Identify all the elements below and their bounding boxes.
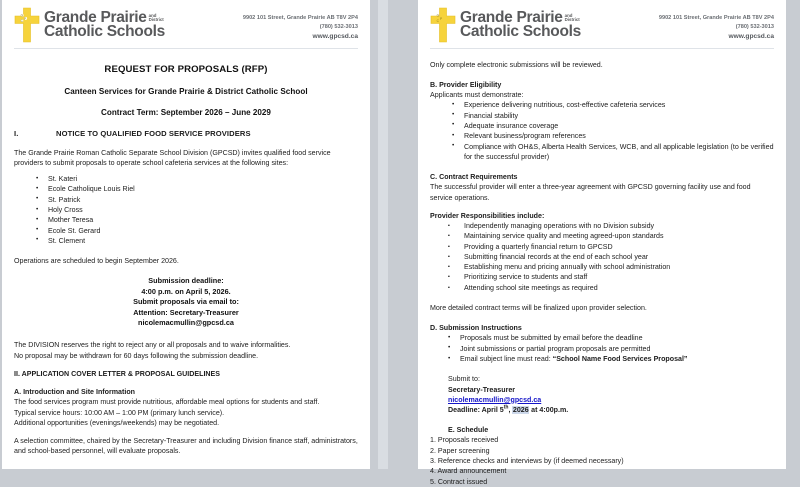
svg-text:P: P	[440, 16, 443, 21]
email-subject-prefix: Email subject line must read:	[460, 355, 553, 364]
brand-small-and: and	[148, 12, 157, 18]
brand-small-district: District	[564, 17, 580, 23]
page-gutter	[370, 0, 418, 469]
document-page-1	[2, 0, 370, 469]
submit-to-email-link[interactable]: nicolemacmullin@gpcsd.ca	[448, 395, 542, 404]
list-item: • Ecole Catholique Louis Riel	[14, 184, 358, 194]
page-title: REQUEST FOR PROPOSALS (RFP)	[104, 63, 268, 75]
section-c-heading: C. Contract Requirements	[430, 173, 518, 182]
list-item: • St. Clement	[14, 236, 358, 246]
address-line-1: 9902 101 Street, Grande Prairie AB T8V 2P4	[658, 15, 774, 21]
page-2-body	[430, 56, 774, 487]
brand-small-district: District	[148, 17, 164, 23]
section-2a-line-2: Typical service hours: 10:00 AM – 1:00 PM (primary lunch service).	[14, 408, 225, 417]
letterhead-divider	[14, 48, 358, 49]
brand-line-1: Grande Prairie	[460, 8, 563, 26]
list-item: • Relevant business/program references	[430, 131, 774, 141]
deadline-email: nicolemacmullin@gpcsd.ca	[138, 318, 234, 328]
list-item: ▪ Submitting financial records at the end of each school year	[430, 252, 774, 262]
brand-line-1: Grande Prairie	[44, 8, 147, 26]
section-1-title: NOTICE TO QUALIFIED FOOD SERVICE PROVIDERS	[56, 128, 251, 138]
brand-small-and: and	[564, 12, 573, 18]
list-item: ▪ Establishing menu and pricing annually with school administration	[430, 262, 774, 272]
deadline-time: at 4:00p.m.	[529, 405, 569, 414]
page-subtitle: Canteen Services for Grande Prairie & District Catholic School	[64, 86, 308, 96]
list-item: 3. Reference checks and interviews by (if deemed necessary)	[430, 456, 624, 465]
page-1-body	[14, 56, 358, 457]
opening-line: Only complete electronic submissions will be reviewed.	[430, 60, 603, 69]
eligibility-list	[430, 100, 774, 162]
deadline-line-3: Submit proposals via email to:	[133, 297, 239, 307]
site-list	[14, 174, 358, 246]
list-item: 2. Paper screening	[430, 446, 490, 455]
section-2a-heading: A. Introduction and Site Information	[14, 388, 135, 397]
reservation-line-2: No proposal may be withdrawn for 60 days following the submission deadline.	[14, 351, 259, 360]
deadline-line-4: Attention: Secretary-Treasurer	[133, 307, 239, 317]
responsibilities-heading: Provider Responsibilities include:	[430, 211, 545, 220]
deadline-line-2: 4:00 p.m. on April 5, 2026.	[141, 286, 231, 296]
schedule-list	[430, 435, 774, 486]
responsibilities-list	[430, 221, 774, 293]
svg-text:C: C	[436, 18, 439, 23]
brand-lockup-page-2	[430, 8, 581, 42]
section-d-heading: D. Submission Instructions	[430, 324, 522, 333]
deadline-year-highlighted: 2026	[512, 405, 529, 414]
list-item: • Joint submissions or partial program proposals are permitted	[430, 344, 774, 354]
submit-deadline-line	[430, 405, 774, 415]
section-c-body: The successful provider will enter a three-year agreement with GPCSD governing facility use and food service operations.	[430, 183, 751, 202]
submit-to-label: Submit to:	[448, 375, 480, 384]
brand-lockup	[14, 8, 165, 42]
address-line-1: 9902 101 Street, Grande Prairie AB T8V 2P4	[242, 15, 358, 21]
list-item: ▪ Providing a quarterly financial return to GPCSD	[430, 242, 774, 252]
reservation-line-1: The DIVISION reserves the right to reject any or all proposals and to waive informalities.	[14, 341, 291, 350]
submit-to-name: Secretary-Treasurer	[448, 385, 516, 394]
letterhead-page-2	[430, 8, 774, 46]
address-website: www.gpcsd.ca	[312, 33, 358, 41]
list-item: • Compliance with OH&S, Alberta Health Services, WCB, and all applicable legislation (to be verified for the successful provider)	[430, 142, 774, 163]
contract-term: Contract Term: September 2026 – June 2029	[101, 107, 271, 117]
section-b-lead: Applicants must demonstrate:	[430, 91, 524, 100]
list-item: • Financial stability	[430, 111, 774, 121]
section-2a-line-3: Additional opportunities (evenings/weekends) may be negotiated.	[14, 418, 220, 427]
section-1-intro: The Grande Prairie Roman Catholic Separate School Division (GPCSD) invites qualified food service providers to submit proposals to operate school cafeteria services at the following sites:	[14, 148, 331, 167]
section-2a-line-4: A selection committee, chaired by the Secretary-Treasurer and including Division finance staff, administrators, and school-based personnel, will evaluate proposals.	[14, 436, 358, 456]
list-item: 5. Contract issued	[430, 477, 488, 486]
brand-line-2: Catholic Schools	[44, 23, 165, 40]
address-website: www.gpcsd.ca	[728, 33, 774, 41]
section-b-heading: B. Provider Eligibility	[430, 80, 502, 89]
brand-wordmark	[44, 8, 165, 40]
list-item: • Proposals must be submitted by email before the deadline	[430, 333, 774, 343]
letterhead-address-page-2	[659, 8, 774, 43]
list-item: • Ecole St. Gerard	[14, 226, 358, 236]
list-item: ▪ Maintaining service quality and meeting agreed-upon standards	[430, 231, 774, 241]
section-e-heading: E. Schedule	[448, 426, 489, 435]
submission-instructions-list	[430, 333, 774, 364]
deadline-comma: ,	[508, 405, 513, 414]
brand-wordmark-page-2	[460, 8, 581, 40]
deadline-line-1: Submission deadline:	[148, 276, 224, 286]
email-subject-text: “School Name Food Services Proposal”	[552, 355, 688, 364]
section-2a-line-1: The food services program must provide nutritious, affordable meal options for students and staff.	[14, 398, 320, 407]
address-phone: (780) 532-3013	[735, 24, 774, 31]
list-item: • Holy Cross	[14, 205, 358, 215]
svg-text:G: G	[20, 13, 24, 18]
letterhead-divider-page-2	[430, 48, 774, 49]
document-page-2	[418, 0, 786, 486]
list-item-email-subject	[430, 354, 774, 364]
operations-note: Operations are scheduled to begin September 2026.	[14, 257, 179, 266]
list-item: • Experience delivering nutritious, cost-effective cafeteria services	[430, 100, 774, 110]
section-c-closing: More detailed contract terms will be finalized upon provider selection.	[430, 304, 647, 313]
list-item: ▪ Prioritizing service to students and staff	[430, 272, 774, 282]
svg-text:G: G	[436, 13, 440, 18]
letterhead-address	[243, 8, 358, 43]
brand-line-2: Catholic Schools	[460, 23, 581, 40]
deadline-ordinal-suffix: th	[503, 404, 509, 411]
list-item: ▪ Attending school site meetings as required	[430, 283, 774, 293]
letterhead	[14, 8, 358, 46]
section-1-heading	[14, 129, 358, 138]
catholic-cross-logo-icon	[14, 8, 40, 42]
list-item: 1. Proposals received	[430, 436, 499, 445]
list-item: • St. Patrick	[14, 195, 358, 205]
list-item: • St. Kateri	[14, 174, 358, 184]
svg-text:C: C	[20, 18, 23, 23]
submission-deadline-block	[14, 276, 358, 328]
address-phone: (780) 532-3013	[319, 24, 358, 31]
list-item: • Adequate insurance coverage	[430, 121, 774, 131]
list-item: ▪ Independently managing operations with no Division subsidy	[430, 221, 774, 231]
list-item: • Mother Teresa	[14, 215, 358, 225]
deadline-prefix: Deadline: April 5	[448, 405, 504, 414]
section-1-number: I.	[14, 128, 19, 138]
section-2-heading: II. APPLICATION COVER LETTER & PROPOSAL GUIDELINES	[14, 369, 220, 378]
svg-text:P: P	[24, 16, 27, 21]
list-item: 4. Award announcement	[430, 467, 507, 476]
catholic-cross-logo-icon	[430, 8, 456, 42]
